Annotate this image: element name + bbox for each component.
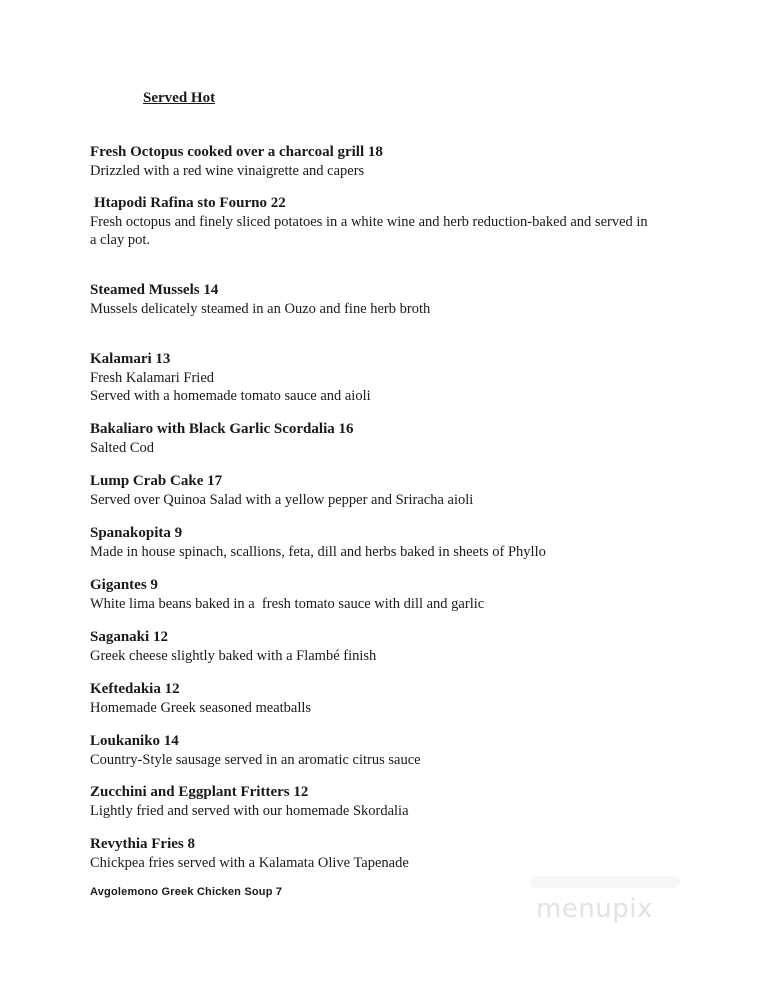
menu-item-description	[90, 595, 690, 613]
menu-item-name: Spanakopita 9	[90, 525, 183, 541]
menu-item-name: Keftedakia 12	[90, 681, 180, 697]
menu-item-name: Loukaniko 14	[90, 733, 179, 749]
menu-item-name: Lump Crab Cake 17	[90, 473, 223, 489]
menu-item	[90, 281, 690, 318]
description-line: White lima beans baked in a fresh tomato sauce with dill and garlic	[90, 596, 485, 612]
menu-item-description	[90, 543, 690, 561]
menu-item-description	[90, 369, 690, 405]
watermark-logo: menupix	[536, 894, 653, 924]
menu-item-name: Fresh Octopus cooked over a charcoal grill 18	[90, 144, 383, 160]
soup-item: Avgolemono Greek Chicken Soup 7	[90, 886, 283, 898]
menu-item-description	[90, 751, 690, 769]
menu-item	[90, 472, 690, 509]
menu-item-name: Steamed Mussels 14	[90, 282, 219, 298]
menu-item-description	[90, 213, 690, 249]
description-line: Fresh Kalamari Fried	[90, 370, 215, 386]
description-line: Served with a homemade tomato sauce and aioli	[90, 388, 371, 404]
menu-item-description	[90, 491, 690, 509]
description-line: Drizzled with a red wine vinaigrette and capers	[90, 163, 365, 179]
menu-item-name: Kalamari 13	[90, 351, 171, 367]
description-line: Made in house spinach, scallions, feta, dill and herbs baked in sheets of Phyllo	[90, 544, 546, 560]
description-line: Greek cheese slightly baked with a Flambé finish	[90, 648, 377, 664]
menu-item-description	[90, 300, 690, 318]
description-line: Mussels delicately steamed in an Ouzo and fine herb broth	[90, 301, 431, 317]
menu-item	[90, 194, 690, 249]
menu-item	[90, 680, 690, 717]
menu-item	[90, 420, 690, 457]
menu-item-name: Saganaki 12	[90, 629, 168, 645]
watermark	[522, 872, 692, 942]
menu-item	[90, 732, 690, 769]
menu-item-description	[90, 854, 690, 872]
description-line: Fresh octopus and finely sliced potatoes in a white wine and herb reduction-baked and served in	[90, 214, 648, 230]
menu-item-name: Gigantes 9	[90, 577, 158, 593]
menu-item-name: Revythia Fries 8	[90, 836, 195, 852]
menu-item	[90, 835, 690, 872]
menu-item-description	[90, 439, 690, 457]
section-title: Served Hot	[143, 90, 216, 106]
menu-item	[90, 576, 690, 613]
description-line: Lightly fried and served with our homemade Skordalia	[90, 803, 409, 819]
menu-item	[90, 524, 690, 561]
menu-item-description	[90, 647, 690, 665]
description-line: Homemade Greek seasoned meatballs	[90, 700, 312, 716]
description-line: Chickpea fries served with a Kalamata Olive Tapenade	[90, 855, 409, 871]
menu-item	[90, 628, 690, 665]
menu-item-description	[90, 699, 690, 717]
menu-item-description	[90, 802, 690, 820]
description-line: Served over Quinoa Salad with a yellow pepper and Sriracha aioli	[90, 492, 474, 508]
watermark-faint-band	[530, 876, 680, 888]
description-line: Salted Cod	[90, 440, 155, 456]
menu-item-description	[90, 162, 690, 180]
menu-item-name: Bakaliaro with Black Garlic Scordalia 16	[90, 421, 354, 437]
description-line: a clay pot.	[90, 232, 150, 248]
description-line: Country-Style sausage served in an aromatic citrus sauce	[90, 752, 421, 768]
menu-item	[90, 143, 690, 180]
menu-item	[90, 783, 690, 820]
menu-item-name: Htapodi Rafina sto Fourno 22	[94, 195, 286, 211]
menu-item	[90, 350, 690, 405]
menu-item-name: Zucchini and Eggplant Fritters 12	[90, 784, 309, 800]
